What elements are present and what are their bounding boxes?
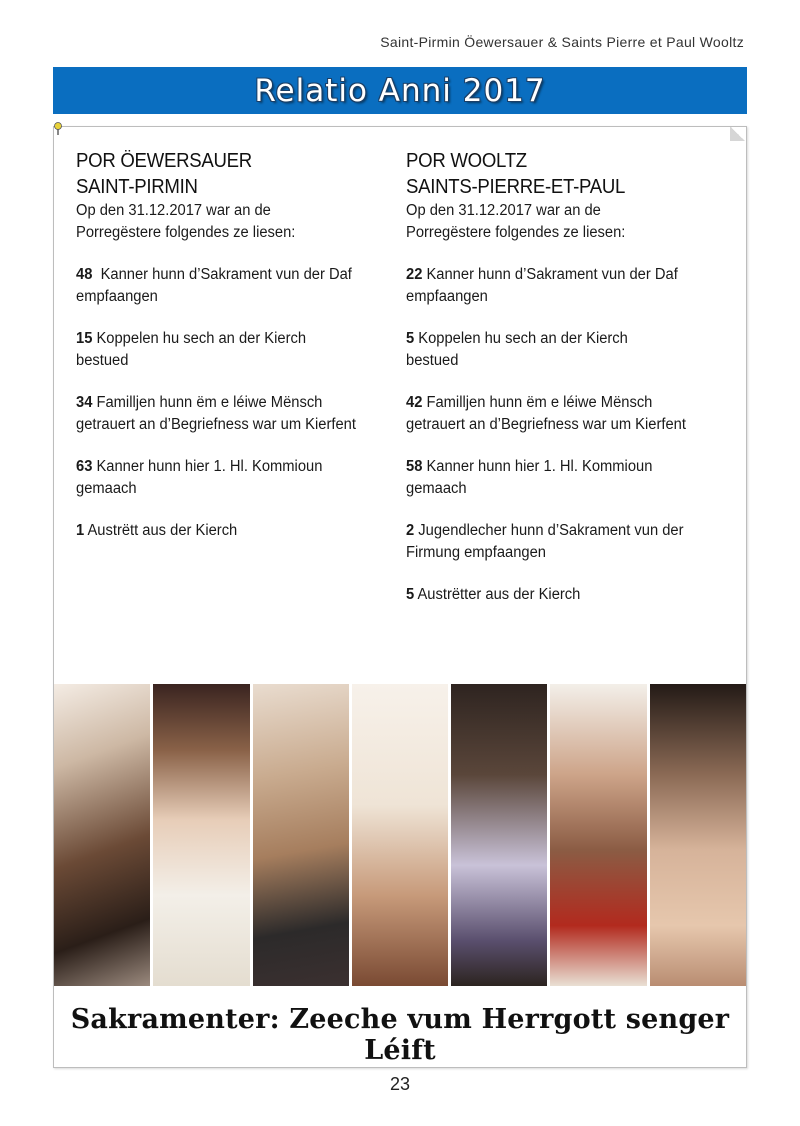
stat-count: 5 <box>406 330 415 347</box>
right-intro <box>406 200 710 244</box>
stat-item <box>406 392 710 436</box>
stat-text: Koppelen hu sech an der Kierch <box>96 330 307 347</box>
stat-text-cont: getrauert an d’Begriefness war um Kierfent <box>76 416 356 433</box>
anointing-photo <box>650 684 746 986</box>
wedding-photo <box>352 684 448 986</box>
stat-text-cont: gemaach <box>406 480 467 497</box>
stat-item <box>76 264 380 308</box>
stat-text: Kanner hunn d’Sakrament vun der Daf <box>426 266 678 283</box>
right-intro-line2: Porregëstere folgendes ze liesen: <box>406 224 626 241</box>
stat-count: 15 <box>76 330 93 347</box>
stat-count: 22 <box>406 266 423 283</box>
stat-count: 5 <box>406 586 415 603</box>
right-heading-line2: SAINTS-PIERRE-ET-PAUL <box>406 176 626 198</box>
left-intro <box>76 200 380 244</box>
stat-text-cont: gemaach <box>76 480 137 497</box>
stat-item <box>76 328 380 372</box>
stat-text-cont: empfaangen <box>76 288 158 305</box>
stat-count: 48 <box>76 266 93 283</box>
stat-text-cont: Firmung empfaangen <box>406 544 546 561</box>
stat-count: 58 <box>406 458 423 475</box>
stat-count: 42 <box>406 394 423 411</box>
left-heading-line1: POR ÖEWERSAUER <box>76 150 252 172</box>
left-column-oewersauer <box>76 148 396 562</box>
stat-text: Austrëtt aus der Kierch <box>87 522 238 539</box>
stat-text: Kanner hunn d’Sakrament vun der Daf <box>100 266 352 283</box>
stat-count: 2 <box>406 522 415 539</box>
pushpin-icon <box>52 122 64 136</box>
stat-text-cont: bestued <box>406 352 459 369</box>
stat-item <box>406 520 710 564</box>
stat-item <box>76 392 380 436</box>
stat-item <box>406 456 710 500</box>
stat-item <box>406 328 710 372</box>
page-number: 23 <box>389 1074 411 1094</box>
running-header: Saint-Pirmin Öewersauer & Saints Pierre et Paul Wooltz <box>380 34 744 50</box>
stat-text: Koppelen hu sech an der Kierch <box>418 330 628 347</box>
right-heading-line1: POR WOOLTZ <box>406 150 527 172</box>
stat-text: Jugendlecher hunn d’Sakrament vun der <box>418 522 684 539</box>
stat-text: Kanner hunn hier 1. Hl. Kommioun <box>426 458 653 475</box>
title-banner <box>53 67 747 114</box>
left-intro-line2: Porregëstere folgendes ze liesen: <box>76 224 296 241</box>
stat-item <box>76 456 380 500</box>
baptism-photo <box>54 684 150 986</box>
stat-text: Kanner hunn hier 1. Hl. Kommioun <box>96 458 323 475</box>
left-heading-line2: SAINT-PIRMIN <box>76 176 198 198</box>
confirmation-photo <box>253 684 349 986</box>
stat-item <box>76 520 380 542</box>
first-communion-photo <box>153 684 249 986</box>
stat-count: 34 <box>76 394 93 411</box>
stat-text-cont: bestued <box>76 352 129 369</box>
stat-item <box>406 264 710 308</box>
stat-text: Austrëtter aus der Kierch <box>417 586 581 603</box>
sacrament-photo-strip <box>54 684 746 986</box>
ordination-photo <box>550 684 646 986</box>
left-intro-line1: Op den 31.12.2017 war an de <box>76 202 271 219</box>
strip-caption: Sakramenter: Zeeche vum Herrgott senger Léift <box>70 1004 730 1066</box>
right-column-wooltz <box>406 148 726 626</box>
right-intro-line1: Op den 31.12.2017 war an de <box>406 202 601 219</box>
stat-text-cont: getrauert an d’Begriefness war um Kierfent <box>406 416 686 433</box>
stat-text: Familljen hunn ëm e léiwe Mënsch <box>96 394 323 411</box>
page-curl-corner <box>730 127 746 141</box>
stat-count: 1 <box>76 522 85 539</box>
stat-item <box>406 584 710 606</box>
stat-count: 63 <box>76 458 93 475</box>
stat-text-cont: empfaangen <box>406 288 488 305</box>
stat-text: Familljen hunn ëm e léiwe Mënsch <box>426 394 653 411</box>
confession-photo <box>451 684 547 986</box>
page-title: Relatio Anni 2017 <box>254 72 546 109</box>
